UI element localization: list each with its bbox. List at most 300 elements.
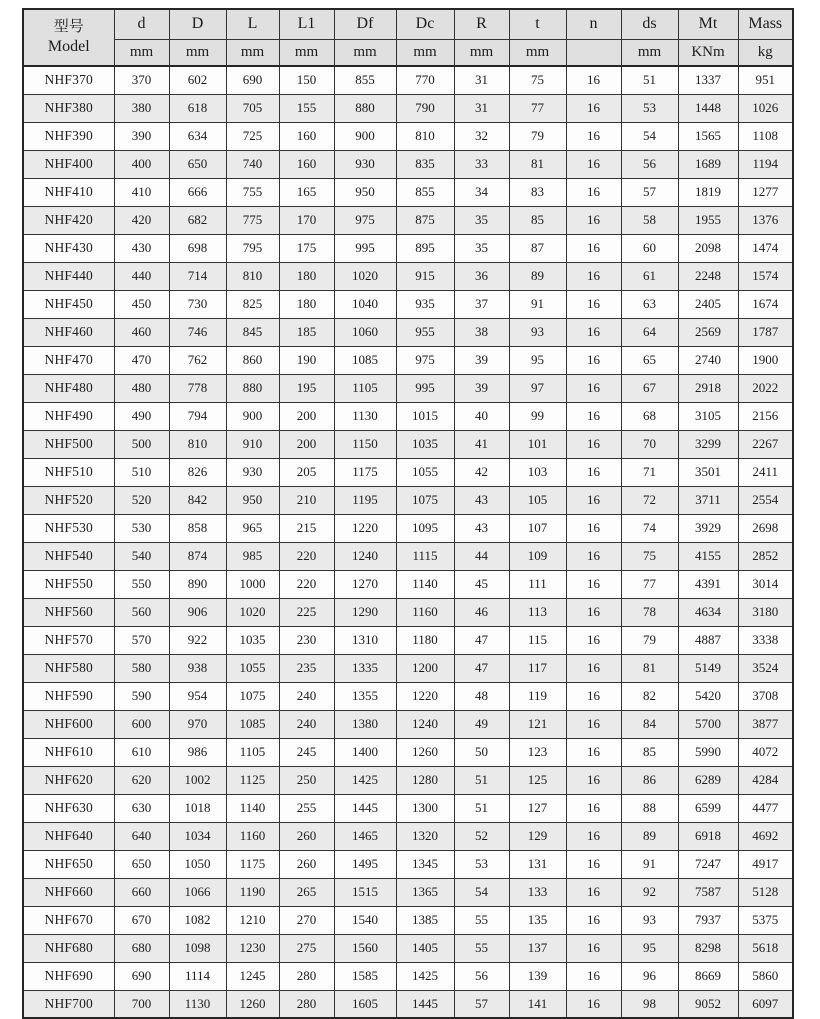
cell-df: 1585 bbox=[334, 962, 396, 990]
cell-d: 650 bbox=[114, 850, 169, 878]
cell-mt: 2405 bbox=[678, 290, 738, 318]
cell-l: 900 bbox=[226, 402, 279, 430]
cell-d: 420 bbox=[114, 206, 169, 234]
cell-l: 1190 bbox=[226, 878, 279, 906]
cell-ds: 86 bbox=[621, 766, 678, 794]
cell-dc: 810 bbox=[396, 122, 454, 150]
column-unit-mass: kg bbox=[738, 39, 793, 66]
cell-l1: 210 bbox=[279, 486, 334, 514]
model-cell: NHF490 bbox=[23, 402, 114, 430]
cell-r: 33 bbox=[454, 150, 509, 178]
cell-d: 826 bbox=[169, 458, 226, 486]
cell-t: 133 bbox=[509, 878, 566, 906]
cell-dc: 1095 bbox=[396, 514, 454, 542]
cell-l1: 205 bbox=[279, 458, 334, 486]
cell-r: 55 bbox=[454, 934, 509, 962]
cell-mass: 6097 bbox=[738, 990, 793, 1018]
cell-r: 36 bbox=[454, 262, 509, 290]
cell-r: 52 bbox=[454, 822, 509, 850]
cell-df: 1445 bbox=[334, 794, 396, 822]
column-header-model bbox=[23, 9, 114, 66]
cell-mt: 2248 bbox=[678, 262, 738, 290]
table-header bbox=[23, 9, 793, 66]
cell-mass: 1194 bbox=[738, 150, 793, 178]
table-row bbox=[23, 542, 793, 570]
cell-mass: 4692 bbox=[738, 822, 793, 850]
cell-n: 16 bbox=[566, 934, 621, 962]
cell-d: 660 bbox=[114, 878, 169, 906]
cell-ds: 82 bbox=[621, 682, 678, 710]
cell-n: 16 bbox=[566, 374, 621, 402]
spec-table bbox=[22, 8, 794, 1019]
column-unit-n bbox=[566, 39, 621, 66]
cell-mass: 4284 bbox=[738, 766, 793, 794]
cell-dc: 935 bbox=[396, 290, 454, 318]
cell-d: 970 bbox=[169, 710, 226, 738]
cell-d: 890 bbox=[169, 570, 226, 598]
cell-mt: 5700 bbox=[678, 710, 738, 738]
cell-ds: 77 bbox=[621, 570, 678, 598]
cell-t: 103 bbox=[509, 458, 566, 486]
cell-n: 16 bbox=[566, 66, 621, 94]
cell-l: 1230 bbox=[226, 934, 279, 962]
model-cell: NHF600 bbox=[23, 710, 114, 738]
cell-l1: 180 bbox=[279, 262, 334, 290]
cell-df: 1540 bbox=[334, 906, 396, 934]
cell-l1: 280 bbox=[279, 990, 334, 1018]
cell-n: 16 bbox=[566, 234, 621, 262]
cell-d: 570 bbox=[114, 626, 169, 654]
cell-l1: 150 bbox=[279, 66, 334, 94]
cell-mass: 1474 bbox=[738, 234, 793, 262]
cell-mass: 3338 bbox=[738, 626, 793, 654]
column-header-d: d bbox=[114, 9, 169, 39]
cell-mass: 4072 bbox=[738, 738, 793, 766]
column-unit-ds: mm bbox=[621, 39, 678, 66]
cell-n: 16 bbox=[566, 206, 621, 234]
cell-l: 860 bbox=[226, 346, 279, 374]
cell-r: 51 bbox=[454, 766, 509, 794]
cell-mt: 1448 bbox=[678, 94, 738, 122]
cell-d: 1130 bbox=[169, 990, 226, 1018]
cell-mt: 7247 bbox=[678, 850, 738, 878]
cell-d: 490 bbox=[114, 402, 169, 430]
cell-df: 1020 bbox=[334, 262, 396, 290]
cell-n: 16 bbox=[566, 878, 621, 906]
cell-d: 1002 bbox=[169, 766, 226, 794]
cell-d: 510 bbox=[114, 458, 169, 486]
cell-mass: 3708 bbox=[738, 682, 793, 710]
cell-l: 1105 bbox=[226, 738, 279, 766]
cell-ds: 54 bbox=[621, 122, 678, 150]
cell-r: 49 bbox=[454, 710, 509, 738]
cell-mt: 3929 bbox=[678, 514, 738, 542]
cell-ds: 71 bbox=[621, 458, 678, 486]
cell-ds: 89 bbox=[621, 822, 678, 850]
cell-df: 1150 bbox=[334, 430, 396, 458]
cell-ds: 72 bbox=[621, 486, 678, 514]
cell-d: 380 bbox=[114, 94, 169, 122]
cell-df: 975 bbox=[334, 206, 396, 234]
cell-dc: 1075 bbox=[396, 486, 454, 514]
cell-df: 1335 bbox=[334, 654, 396, 682]
cell-mass: 3877 bbox=[738, 710, 793, 738]
model-cell: NHF420 bbox=[23, 206, 114, 234]
model-cell: NHF650 bbox=[23, 850, 114, 878]
cell-t: 131 bbox=[509, 850, 566, 878]
cell-d: 730 bbox=[169, 290, 226, 318]
cell-dc: 1055 bbox=[396, 458, 454, 486]
cell-ds: 61 bbox=[621, 262, 678, 290]
cell-mt: 1337 bbox=[678, 66, 738, 94]
cell-d: 470 bbox=[114, 346, 169, 374]
cell-df: 1240 bbox=[334, 542, 396, 570]
cell-d: 1098 bbox=[169, 934, 226, 962]
cell-ds: 81 bbox=[621, 654, 678, 682]
cell-dc: 1015 bbox=[396, 402, 454, 430]
cell-d: 390 bbox=[114, 122, 169, 150]
table-row bbox=[23, 94, 793, 122]
cell-d: 600 bbox=[114, 710, 169, 738]
cell-t: 107 bbox=[509, 514, 566, 542]
model-cell: NHF590 bbox=[23, 682, 114, 710]
cell-l1: 270 bbox=[279, 906, 334, 934]
cell-df: 1290 bbox=[334, 598, 396, 626]
model-cell: NHF610 bbox=[23, 738, 114, 766]
table-row bbox=[23, 598, 793, 626]
cell-r: 57 bbox=[454, 990, 509, 1018]
cell-d: 906 bbox=[169, 598, 226, 626]
cell-mass: 1900 bbox=[738, 346, 793, 374]
cell-t: 93 bbox=[509, 318, 566, 346]
column-unit-t: mm bbox=[509, 39, 566, 66]
cell-t: 99 bbox=[509, 402, 566, 430]
cell-l: 1055 bbox=[226, 654, 279, 682]
cell-n: 16 bbox=[566, 626, 621, 654]
cell-t: 83 bbox=[509, 178, 566, 206]
model-cell: NHF410 bbox=[23, 178, 114, 206]
model-cell: NHF670 bbox=[23, 906, 114, 934]
column-header-t: t bbox=[509, 9, 566, 39]
cell-mass: 5618 bbox=[738, 934, 793, 962]
cell-d: 954 bbox=[169, 682, 226, 710]
model-cell: NHF640 bbox=[23, 822, 114, 850]
cell-df: 995 bbox=[334, 234, 396, 262]
cell-mt: 3105 bbox=[678, 402, 738, 430]
cell-ds: 93 bbox=[621, 906, 678, 934]
cell-r: 47 bbox=[454, 626, 509, 654]
cell-mass: 3180 bbox=[738, 598, 793, 626]
column-unit-l1: mm bbox=[279, 39, 334, 66]
table-row bbox=[23, 402, 793, 430]
cell-ds: 60 bbox=[621, 234, 678, 262]
cell-r: 34 bbox=[454, 178, 509, 206]
cell-n: 16 bbox=[566, 766, 621, 794]
cell-mt: 3711 bbox=[678, 486, 738, 514]
cell-n: 16 bbox=[566, 514, 621, 542]
table-body bbox=[23, 66, 793, 1018]
table-row bbox=[23, 318, 793, 346]
cell-mass: 5860 bbox=[738, 962, 793, 990]
cell-d: 746 bbox=[169, 318, 226, 346]
cell-d: 618 bbox=[169, 94, 226, 122]
cell-l: 880 bbox=[226, 374, 279, 402]
cell-l1: 165 bbox=[279, 178, 334, 206]
cell-n: 16 bbox=[566, 654, 621, 682]
cell-dc: 995 bbox=[396, 374, 454, 402]
cell-dc: 1405 bbox=[396, 934, 454, 962]
cell-d: 590 bbox=[114, 682, 169, 710]
cell-mass: 3014 bbox=[738, 570, 793, 598]
cell-l1: 240 bbox=[279, 682, 334, 710]
cell-d: 640 bbox=[114, 822, 169, 850]
cell-mt: 3299 bbox=[678, 430, 738, 458]
cell-mass: 4477 bbox=[738, 794, 793, 822]
cell-l: 1020 bbox=[226, 598, 279, 626]
column-header-n: n bbox=[566, 9, 621, 39]
cell-mt: 1955 bbox=[678, 206, 738, 234]
cell-ds: 79 bbox=[621, 626, 678, 654]
cell-n: 16 bbox=[566, 850, 621, 878]
cell-n: 16 bbox=[566, 486, 621, 514]
cell-l: 1075 bbox=[226, 682, 279, 710]
cell-ds: 57 bbox=[621, 178, 678, 206]
cell-r: 39 bbox=[454, 374, 509, 402]
table-row bbox=[23, 570, 793, 598]
cell-t: 115 bbox=[509, 626, 566, 654]
cell-ds: 92 bbox=[621, 878, 678, 906]
cell-df: 1085 bbox=[334, 346, 396, 374]
cell-t: 113 bbox=[509, 598, 566, 626]
table-row bbox=[23, 710, 793, 738]
cell-t: 117 bbox=[509, 654, 566, 682]
cell-d: 810 bbox=[169, 430, 226, 458]
cell-mass: 951 bbox=[738, 66, 793, 94]
cell-dc: 875 bbox=[396, 206, 454, 234]
cell-l1: 215 bbox=[279, 514, 334, 542]
table-row bbox=[23, 934, 793, 962]
cell-d: 986 bbox=[169, 738, 226, 766]
cell-t: 123 bbox=[509, 738, 566, 766]
cell-mass: 3524 bbox=[738, 654, 793, 682]
cell-d: 560 bbox=[114, 598, 169, 626]
cell-t: 89 bbox=[509, 262, 566, 290]
cell-ds: 68 bbox=[621, 402, 678, 430]
cell-l1: 160 bbox=[279, 150, 334, 178]
cell-l: 705 bbox=[226, 94, 279, 122]
cell-l1: 235 bbox=[279, 654, 334, 682]
table-row bbox=[23, 990, 793, 1018]
cell-dc: 1320 bbox=[396, 822, 454, 850]
cell-dc: 975 bbox=[396, 346, 454, 374]
cell-df: 1175 bbox=[334, 458, 396, 486]
cell-l: 795 bbox=[226, 234, 279, 262]
cell-n: 16 bbox=[566, 710, 621, 738]
cell-l: 775 bbox=[226, 206, 279, 234]
cell-d: 410 bbox=[114, 178, 169, 206]
cell-n: 16 bbox=[566, 346, 621, 374]
cell-d: 922 bbox=[169, 626, 226, 654]
table-row bbox=[23, 766, 793, 794]
cell-df: 1270 bbox=[334, 570, 396, 598]
cell-ds: 70 bbox=[621, 430, 678, 458]
cell-d: 634 bbox=[169, 122, 226, 150]
cell-ds: 88 bbox=[621, 794, 678, 822]
cell-d: 1018 bbox=[169, 794, 226, 822]
cell-mass: 2267 bbox=[738, 430, 793, 458]
cell-mt: 4634 bbox=[678, 598, 738, 626]
cell-t: 139 bbox=[509, 962, 566, 990]
cell-l: 910 bbox=[226, 430, 279, 458]
cell-ds: 53 bbox=[621, 94, 678, 122]
cell-ds: 64 bbox=[621, 318, 678, 346]
cell-d: 794 bbox=[169, 402, 226, 430]
cell-d: 1114 bbox=[169, 962, 226, 990]
cell-l: 1035 bbox=[226, 626, 279, 654]
cell-dc: 1445 bbox=[396, 990, 454, 1018]
model-cell: NHF460 bbox=[23, 318, 114, 346]
table-row bbox=[23, 738, 793, 766]
cell-mass: 2554 bbox=[738, 486, 793, 514]
cell-mt: 2918 bbox=[678, 374, 738, 402]
cell-d: 842 bbox=[169, 486, 226, 514]
cell-l: 810 bbox=[226, 262, 279, 290]
cell-t: 119 bbox=[509, 682, 566, 710]
cell-mt: 5990 bbox=[678, 738, 738, 766]
cell-d: 550 bbox=[114, 570, 169, 598]
cell-l1: 240 bbox=[279, 710, 334, 738]
model-cell: NHF530 bbox=[23, 514, 114, 542]
column-header-d: D bbox=[169, 9, 226, 39]
model-cell: NHF680 bbox=[23, 934, 114, 962]
cell-n: 16 bbox=[566, 738, 621, 766]
cell-l1: 280 bbox=[279, 962, 334, 990]
column-header-r: R bbox=[454, 9, 509, 39]
cell-mt: 2740 bbox=[678, 346, 738, 374]
model-cell: NHF570 bbox=[23, 626, 114, 654]
cell-r: 31 bbox=[454, 94, 509, 122]
cell-n: 16 bbox=[566, 430, 621, 458]
cell-d: 370 bbox=[114, 66, 169, 94]
cell-mt: 6599 bbox=[678, 794, 738, 822]
cell-mass: 1376 bbox=[738, 206, 793, 234]
cell-t: 97 bbox=[509, 374, 566, 402]
cell-d: 858 bbox=[169, 514, 226, 542]
model-label-zh: 型号 bbox=[53, 19, 84, 36]
table-row bbox=[23, 374, 793, 402]
cell-d: 530 bbox=[114, 514, 169, 542]
cell-df: 950 bbox=[334, 178, 396, 206]
cell-dc: 1035 bbox=[396, 430, 454, 458]
cell-mt: 1689 bbox=[678, 150, 738, 178]
cell-d: 682 bbox=[169, 206, 226, 234]
cell-r: 39 bbox=[454, 346, 509, 374]
cell-r: 35 bbox=[454, 206, 509, 234]
cell-mt: 4887 bbox=[678, 626, 738, 654]
cell-df: 1560 bbox=[334, 934, 396, 962]
table-row bbox=[23, 430, 793, 458]
cell-d: 610 bbox=[114, 738, 169, 766]
cell-d: 666 bbox=[169, 178, 226, 206]
table-row bbox=[23, 794, 793, 822]
model-cell: NHF430 bbox=[23, 234, 114, 262]
cell-mass: 2698 bbox=[738, 514, 793, 542]
cell-ds: 91 bbox=[621, 850, 678, 878]
cell-l1: 220 bbox=[279, 570, 334, 598]
cell-l1: 225 bbox=[279, 598, 334, 626]
model-cell: NHF480 bbox=[23, 374, 114, 402]
column-unit-r: mm bbox=[454, 39, 509, 66]
cell-d: 650 bbox=[169, 150, 226, 178]
model-cell: NHF500 bbox=[23, 430, 114, 458]
cell-dc: 1385 bbox=[396, 906, 454, 934]
cell-ds: 96 bbox=[621, 962, 678, 990]
cell-l: 1160 bbox=[226, 822, 279, 850]
model-cell: NHF390 bbox=[23, 122, 114, 150]
cell-d: 1034 bbox=[169, 822, 226, 850]
cell-l1: 175 bbox=[279, 234, 334, 262]
cell-l: 1260 bbox=[226, 990, 279, 1018]
cell-df: 1130 bbox=[334, 402, 396, 430]
cell-r: 54 bbox=[454, 878, 509, 906]
cell-d: 430 bbox=[114, 234, 169, 262]
column-unit-dc: mm bbox=[396, 39, 454, 66]
cell-l: 740 bbox=[226, 150, 279, 178]
cell-l1: 185 bbox=[279, 318, 334, 346]
cell-ds: 85 bbox=[621, 738, 678, 766]
cell-n: 16 bbox=[566, 262, 621, 290]
cell-d: 500 bbox=[114, 430, 169, 458]
table-row bbox=[23, 626, 793, 654]
cell-l1: 220 bbox=[279, 542, 334, 570]
cell-dc: 1240 bbox=[396, 710, 454, 738]
cell-d: 620 bbox=[114, 766, 169, 794]
cell-n: 16 bbox=[566, 318, 621, 346]
cell-df: 1380 bbox=[334, 710, 396, 738]
table-row bbox=[23, 486, 793, 514]
cell-mt: 8298 bbox=[678, 934, 738, 962]
table-row bbox=[23, 878, 793, 906]
table-row bbox=[23, 346, 793, 374]
model-cell: NHF700 bbox=[23, 990, 114, 1018]
cell-mt: 3501 bbox=[678, 458, 738, 486]
cell-l: 950 bbox=[226, 486, 279, 514]
cell-n: 16 bbox=[566, 122, 621, 150]
cell-t: 135 bbox=[509, 906, 566, 934]
cell-df: 1220 bbox=[334, 514, 396, 542]
cell-r: 43 bbox=[454, 486, 509, 514]
cell-d: 1066 bbox=[169, 878, 226, 906]
cell-t: 125 bbox=[509, 766, 566, 794]
cell-dc: 1345 bbox=[396, 850, 454, 878]
cell-n: 16 bbox=[566, 598, 621, 626]
cell-df: 1495 bbox=[334, 850, 396, 878]
column-header-ds: ds bbox=[621, 9, 678, 39]
cell-l1: 170 bbox=[279, 206, 334, 234]
cell-l1: 275 bbox=[279, 934, 334, 962]
cell-mass: 2411 bbox=[738, 458, 793, 486]
cell-t: 77 bbox=[509, 94, 566, 122]
cell-d: 460 bbox=[114, 318, 169, 346]
model-cell: NHF620 bbox=[23, 766, 114, 794]
cell-r: 48 bbox=[454, 682, 509, 710]
cell-n: 16 bbox=[566, 962, 621, 990]
table-row bbox=[23, 514, 793, 542]
cell-dc: 1140 bbox=[396, 570, 454, 598]
cell-dc: 955 bbox=[396, 318, 454, 346]
column-unit-d: mm bbox=[169, 39, 226, 66]
cell-t: 81 bbox=[509, 150, 566, 178]
